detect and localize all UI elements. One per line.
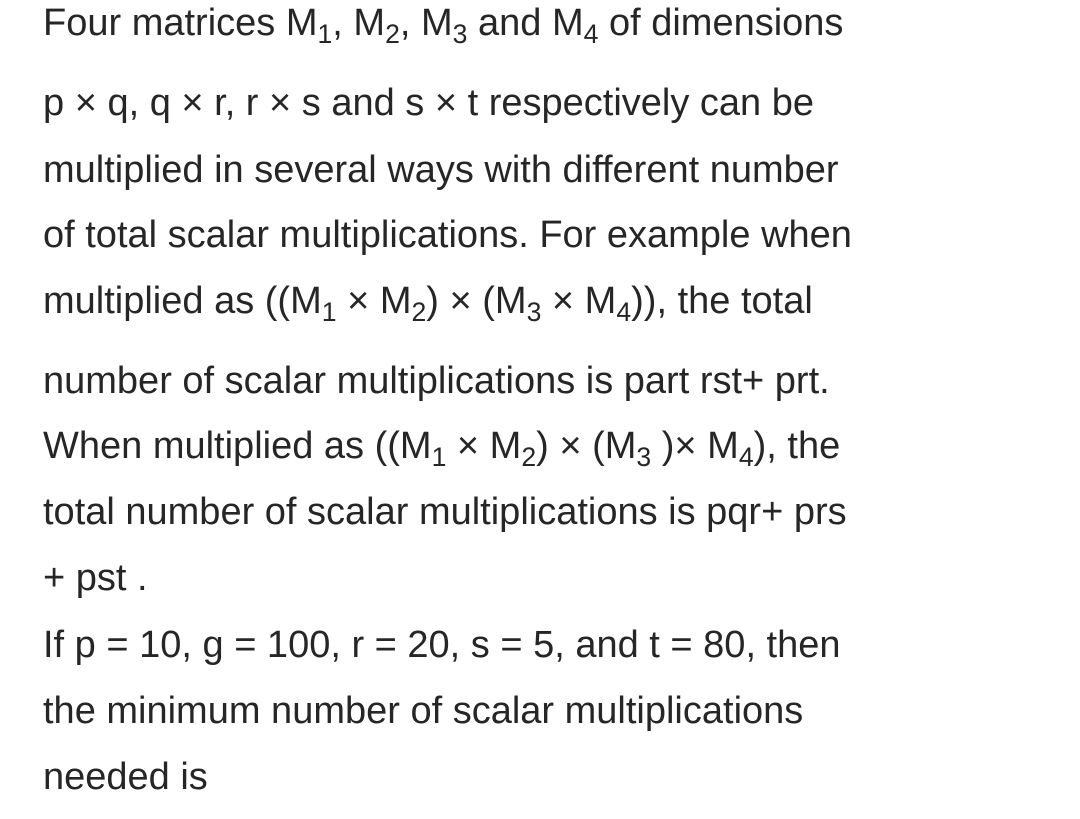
line-7-text-c: ) × (M bbox=[536, 425, 637, 467]
question-line-2: p × q, q × r, r × s and s × t respectively can be bbox=[43, 82, 814, 124]
question-line-10: If p = 10, g = 100, r = 20, s = 5, and t = 80, then bbox=[43, 624, 841, 666]
subscript-4: 4 bbox=[583, 18, 599, 49]
line-7-text-d: )× M bbox=[651, 425, 739, 467]
subscript-1: 1 bbox=[317, 18, 333, 49]
subscript-4: 4 bbox=[616, 296, 632, 327]
question-line-12: needed is bbox=[43, 756, 208, 798]
question-line-7 bbox=[43, 425, 841, 472]
question-line-9: + pst . bbox=[43, 557, 148, 599]
question-line-8: total number of scalar multiplications is pqr+ prs bbox=[43, 491, 847, 533]
line-1-text-d: and M bbox=[467, 2, 584, 44]
line-1-text-e: of dimensions bbox=[598, 2, 844, 44]
line-7-text-a: When multiplied as ((M bbox=[43, 425, 432, 467]
line-1-text-c: , M bbox=[399, 2, 453, 44]
question-line-6: number of scalar multiplications is part rst+ prt. bbox=[43, 360, 830, 402]
line-7-text-e: ), the bbox=[753, 425, 841, 467]
subscript-1: 1 bbox=[321, 296, 337, 327]
line-5-text-c: ) × (M bbox=[426, 280, 527, 322]
subscript-3: 3 bbox=[636, 441, 652, 472]
line-5-text-a: multiplied as ((M bbox=[43, 280, 322, 322]
subscript-2: 2 bbox=[521, 441, 537, 472]
line-5-text-b: × M bbox=[336, 280, 412, 322]
question-line-3: multiplied in several ways with different number bbox=[43, 149, 839, 191]
question-line-1 bbox=[43, 2, 844, 49]
line-5-text-e: )), the total bbox=[631, 280, 813, 322]
subscript-3: 3 bbox=[452, 18, 468, 49]
subscript-2: 2 bbox=[385, 18, 400, 49]
subscript-3: 3 bbox=[526, 296, 542, 327]
subscript-4: 4 bbox=[738, 441, 754, 472]
question-line-11: the minimum number of scalar multiplications bbox=[43, 690, 804, 732]
line-1-text-a: Four matrices M bbox=[43, 2, 318, 44]
subscript-1: 1 bbox=[431, 441, 447, 472]
line-5-text-d: × M bbox=[541, 280, 617, 322]
line-1-text-b: , M bbox=[332, 2, 386, 44]
subscript-2: 2 bbox=[411, 296, 427, 327]
question-line-5 bbox=[43, 280, 813, 327]
question-line-4: of total scalar multiplications. For example when bbox=[43, 214, 852, 256]
line-7-text-b: × M bbox=[446, 425, 522, 467]
